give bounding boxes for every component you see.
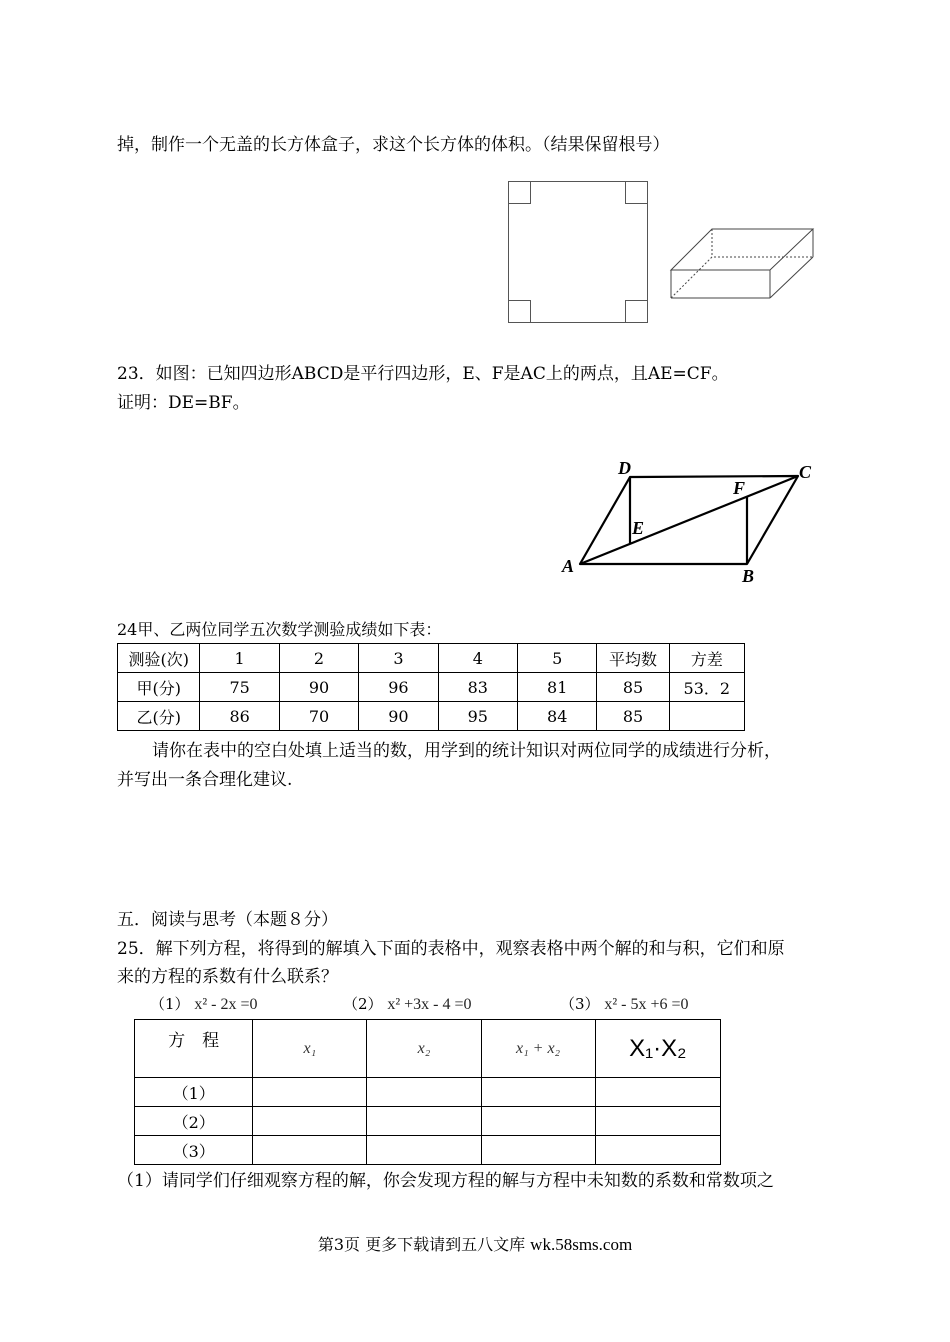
q23-prove: 证明：DE=BF。 [117, 393, 250, 413]
header-cell: 测验(次) [118, 644, 200, 673]
answer-cell [481, 1136, 595, 1165]
label-B: B [742, 566, 755, 586]
q22-continuation-text: 掉，制作一个无盖的长方体盒子，求这个长方体的体积。（结果保留根号） [117, 135, 670, 155]
label-A: A [562, 556, 575, 576]
row-label: 乙(分) [118, 702, 200, 731]
table-row [135, 1078, 721, 1107]
average-cell: 85 [597, 702, 669, 731]
row-label: （3） [135, 1136, 253, 1165]
table-row [118, 644, 745, 673]
score-cell: 90 [359, 702, 438, 731]
score-cell: 86 [200, 702, 279, 731]
header-cell: 2 [279, 644, 358, 673]
score-table [117, 643, 745, 731]
score-cell: 84 [518, 702, 597, 731]
equation-number: （1） [150, 995, 190, 1013]
answer-cell [595, 1136, 720, 1165]
answer-cell [253, 1078, 367, 1107]
equation-2 [343, 993, 472, 1014]
score-cell: 95 [438, 702, 517, 731]
answer-cell [481, 1078, 595, 1107]
equation-expr: x² - 5x +6 =0 [604, 996, 689, 1013]
answer-cell [595, 1078, 720, 1107]
box-net-figure [508, 181, 648, 323]
open-box-figure [670, 228, 816, 300]
header-cell: 5 [518, 644, 597, 673]
header-cell: 4 [438, 644, 517, 673]
label-E: E [632, 518, 645, 538]
table-row [118, 673, 745, 702]
q24-instruction-line1: 请你在表中的空白处填上适当的数，用学到的统计知识对两位同学的成绩进行分析， [152, 741, 781, 761]
row-label: （2） [135, 1107, 253, 1136]
equation-expr: x² - 2x =0 [194, 996, 258, 1013]
label-D: D [618, 458, 631, 478]
q25-followup: （1）请同学们仔细观察方程的解，你会发现方程的解与方程中未知数的系数和常数项之 [117, 1171, 774, 1191]
label-F: F [733, 478, 746, 498]
score-cell: 70 [279, 702, 358, 731]
page-footer [0, 1232, 950, 1255]
score-cell: 90 [279, 673, 358, 702]
score-cell: 75 [200, 673, 279, 702]
table-row [135, 1136, 721, 1165]
q25-line1: 25．解下列方程，将得到的解填入下面的表格中，观察表格中两个解的和与积，它们和原 [117, 939, 785, 959]
equation-number: （2） [343, 995, 383, 1013]
answer-cell [367, 1107, 481, 1136]
variance-cell: 53．2 [669, 673, 744, 702]
answer-cell [595, 1107, 720, 1136]
answer-cell [253, 1107, 367, 1136]
header-cell: x₂ [367, 1020, 481, 1078]
score-cell: 81 [518, 673, 597, 702]
header-cell: 平均数 [597, 644, 669, 673]
table-row [135, 1107, 721, 1136]
answer-cell [367, 1136, 481, 1165]
equation-expr: x² +3x - 4 =0 [387, 996, 472, 1013]
section5-heading: 五．阅读与思考（本题８分） [117, 910, 338, 930]
header-cell: x₁ [253, 1020, 367, 1078]
q24-intro: 24甲、乙两位同学五次数学测验成绩如下表： [117, 620, 442, 639]
equation-table [134, 1019, 721, 1165]
label-C: C [799, 462, 812, 482]
equation-number: （3） [560, 995, 600, 1013]
footer-site-link[interactable]: wk.58sms.com [530, 1235, 633, 1254]
table-row [135, 1020, 721, 1078]
row-label: 甲(分) [118, 673, 200, 702]
q24-instruction-line2: 并写出一条合理化建议. [117, 770, 293, 790]
parallelogram-figure [560, 456, 820, 586]
score-cell: 83 [438, 673, 517, 702]
row-label: （1） [135, 1078, 253, 1107]
score-cell: 96 [359, 673, 438, 702]
header-cell: 3 [359, 644, 438, 673]
answer-cell [367, 1078, 481, 1107]
equation-3 [560, 993, 689, 1014]
header-cell: X₁·X₂ [595, 1020, 720, 1078]
equation-1 [150, 993, 257, 1014]
answer-cell [253, 1136, 367, 1165]
header-cell: 方 程 [135, 1020, 253, 1078]
header-cell: 方差 [669, 644, 744, 673]
answer-cell [481, 1107, 595, 1136]
footer-text: 第3页 更多下载请到五八文库 [317, 1235, 531, 1254]
variance-cell-empty [669, 702, 744, 731]
table-row [118, 702, 745, 731]
q25-line2: 来的方程的系数有什么联系？ [117, 967, 338, 987]
header-cell: 1 [200, 644, 279, 673]
average-cell: 85 [597, 673, 669, 702]
header-cell: x₁ + x₂ [481, 1020, 595, 1078]
q23-statement: 23．如图：已知四边形ABCD是平行四边形，E、F是AC上的两点，且AE=CF。 [117, 364, 729, 384]
